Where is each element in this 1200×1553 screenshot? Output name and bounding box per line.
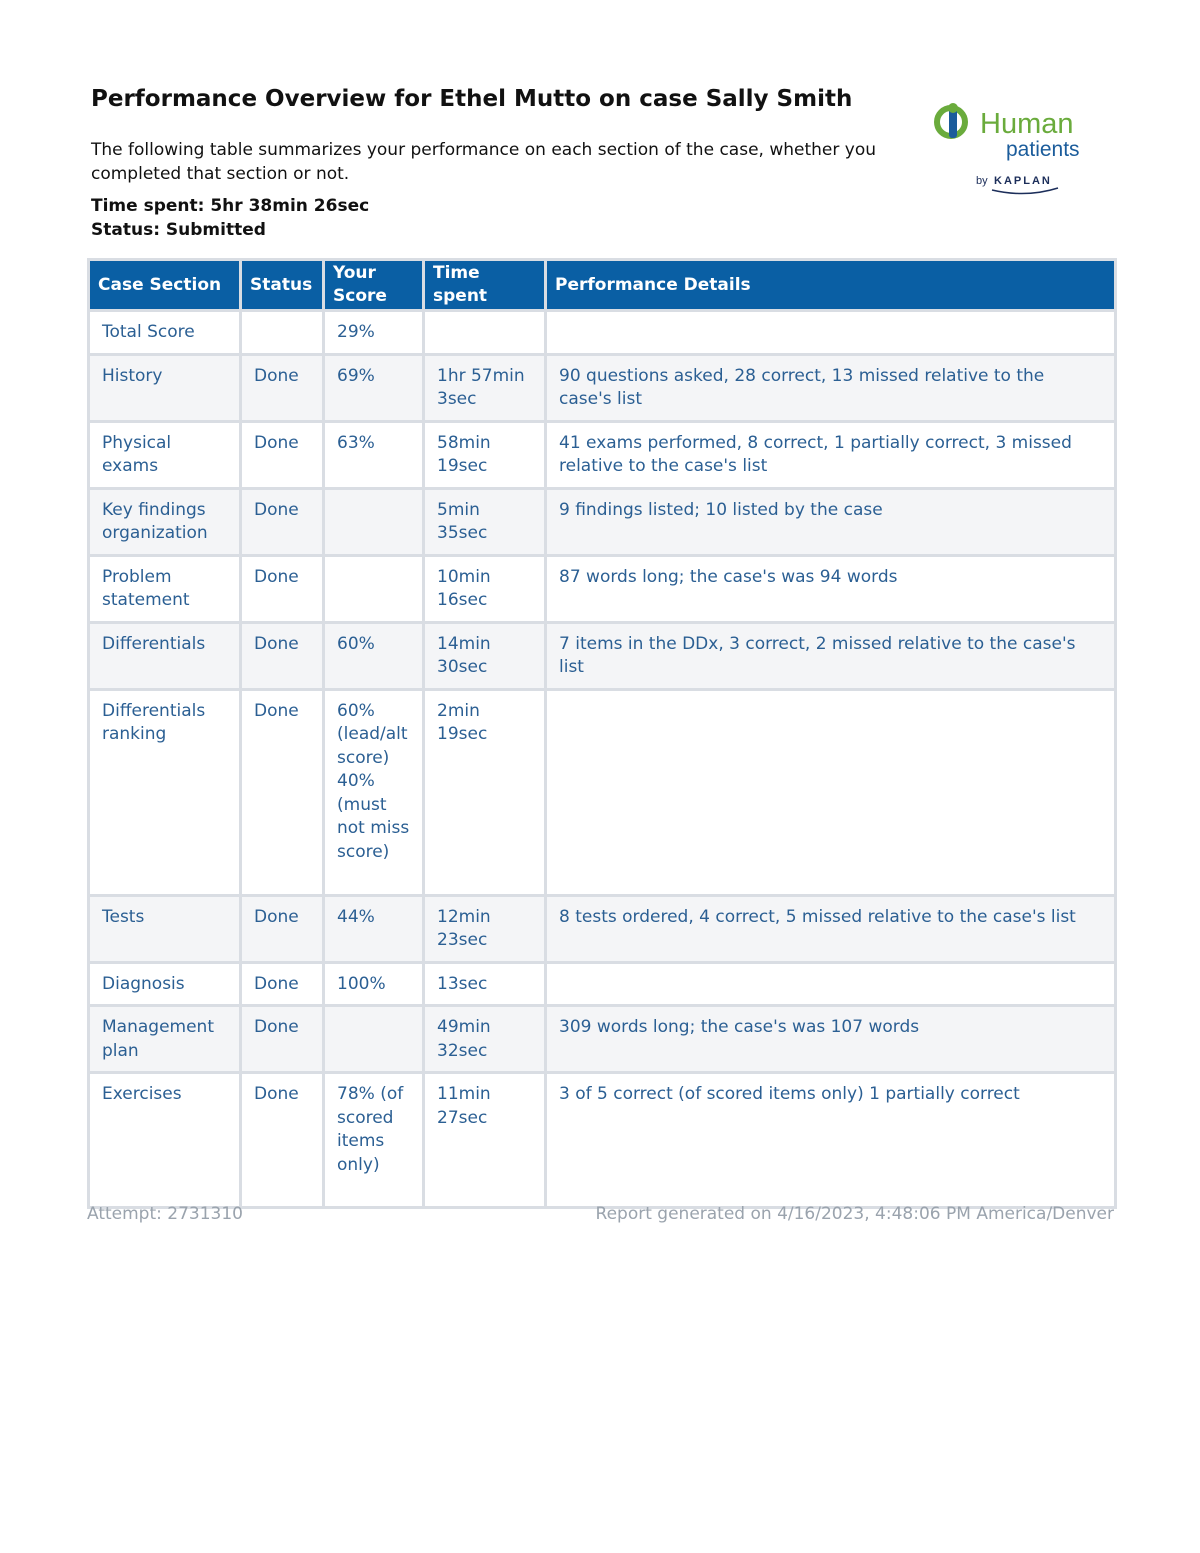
ihuman-logo-mark [934, 100, 1114, 196]
cell-details: 41 exams performed, 8 correct, 1 partially correct, 3 missed relative to the case's list [546, 421, 1116, 488]
cell-status: Done [241, 555, 324, 622]
cell-status: Done [241, 622, 324, 689]
cell-time: 13sec [424, 962, 546, 1006]
cell-score: 60% [324, 622, 424, 689]
column-header-case-section: Case Section [89, 260, 241, 311]
cell-score: 63% [324, 421, 424, 488]
cell-section: Tests [89, 895, 241, 962]
cell-details: 309 words long; the case's was 107 words [546, 1006, 1116, 1073]
table-row [89, 1006, 1116, 1073]
cell-score [324, 555, 424, 622]
cell-status: Done [241, 689, 324, 895]
cell-section: Differentials [89, 622, 241, 689]
table-row [89, 421, 1116, 488]
ihuman-patients-logo [934, 100, 1114, 196]
cell-score [324, 488, 424, 555]
table-row [89, 689, 1116, 895]
cell-score: 44% [324, 895, 424, 962]
brand-bottom-text: patients [1006, 138, 1080, 161]
byline-company-text: KAPLAN [994, 175, 1052, 187]
intro-text: The following table summarizes your performance on each section of the case, whether you completed that section or not. [91, 140, 876, 184]
cell-time: 2min 19sec [424, 689, 546, 895]
cell-time: 10min 16sec [424, 555, 546, 622]
cell-section: Differentials ranking [89, 689, 241, 895]
cell-score: 29% [324, 311, 424, 355]
cell-details: 90 questions asked, 28 correct, 13 missed relative to the case's list [546, 354, 1116, 421]
table-row [89, 488, 1116, 555]
cell-details: 7 items in the DDx, 3 correct, 2 missed relative to the case's list [546, 622, 1116, 689]
cell-time: 49min 32sec [424, 1006, 546, 1073]
cell-section: Diagnosis [89, 962, 241, 1006]
cell-score: 69% [324, 354, 424, 421]
attempt-id: Attempt: 2731310 [87, 1204, 243, 1224]
cell-details: 3 of 5 correct (of scored items only) 1 partially correct [546, 1073, 1116, 1208]
cell-status: Done [241, 354, 324, 421]
column-header-score: Your Score [324, 260, 424, 311]
cell-time [424, 311, 546, 355]
performance-table [87, 258, 1117, 1209]
cell-score [324, 1006, 424, 1073]
cell-time: 11min 27sec [424, 1073, 546, 1208]
byline-swoosh-icon [992, 188, 1058, 194]
cell-section: Physical exams [89, 421, 241, 488]
cell-status: Done [241, 488, 324, 555]
table-row [89, 354, 1116, 421]
cell-status: Done [241, 962, 324, 1006]
status-line: Status: Submitted [91, 220, 266, 240]
cell-score: 78% (of scored items only) [324, 1073, 424, 1208]
byline-by-text: by [976, 175, 988, 187]
cell-section: Key findings organization [89, 488, 241, 555]
cell-details: 8 tests ordered, 4 correct, 5 missed relative to the case's list [546, 895, 1116, 962]
cell-details: 9 findings listed; 10 listed by the case [546, 488, 1116, 555]
cell-section: Problem statement [89, 555, 241, 622]
table-header-row [89, 260, 1116, 311]
cell-status [241, 311, 324, 355]
cell-status: Done [241, 421, 324, 488]
cell-section: Management plan [89, 1006, 241, 1073]
cell-status: Done [241, 1006, 324, 1073]
table-row [89, 555, 1116, 622]
cell-details: 87 words long; the case's was 94 words [546, 555, 1116, 622]
cell-section: History [89, 354, 241, 421]
table-row [89, 895, 1116, 962]
table-row [89, 311, 1116, 355]
page-title: Performance Overview for Ethel Mutto on case Sally Smith [91, 86, 853, 112]
column-header-time-spent: Time spent [424, 260, 546, 311]
column-header-status: Status [241, 260, 324, 311]
cell-score: 100% [324, 962, 424, 1006]
cell-time: 12min 23sec [424, 895, 546, 962]
cell-details [546, 311, 1116, 355]
cell-score: 60% (lead/alt score) 40% (must not miss score) [324, 689, 424, 895]
cell-time: 5min 35sec [424, 488, 546, 555]
cell-time: 14min 30sec [424, 622, 546, 689]
column-header-details: Performance Details [546, 260, 1116, 311]
cell-time: 1hr 57min 3sec [424, 354, 546, 421]
cell-section: Exercises [89, 1073, 241, 1208]
cell-time: 58min 19sec [424, 421, 546, 488]
cell-details [546, 962, 1116, 1006]
report-generated: Report generated on 4/16/2023, 4:48:06 PM America/Denver [595, 1204, 1114, 1224]
cell-details [546, 689, 1116, 895]
cell-status: Done [241, 895, 324, 962]
table-row [89, 622, 1116, 689]
brand-top-text: Human [980, 108, 1074, 140]
table-row [89, 1073, 1116, 1208]
table-row [89, 962, 1116, 1006]
time-spent: Time spent: 5hr 38min 26sec [91, 196, 370, 216]
cell-section: Total Score [89, 311, 241, 355]
cell-status: Done [241, 1073, 324, 1208]
